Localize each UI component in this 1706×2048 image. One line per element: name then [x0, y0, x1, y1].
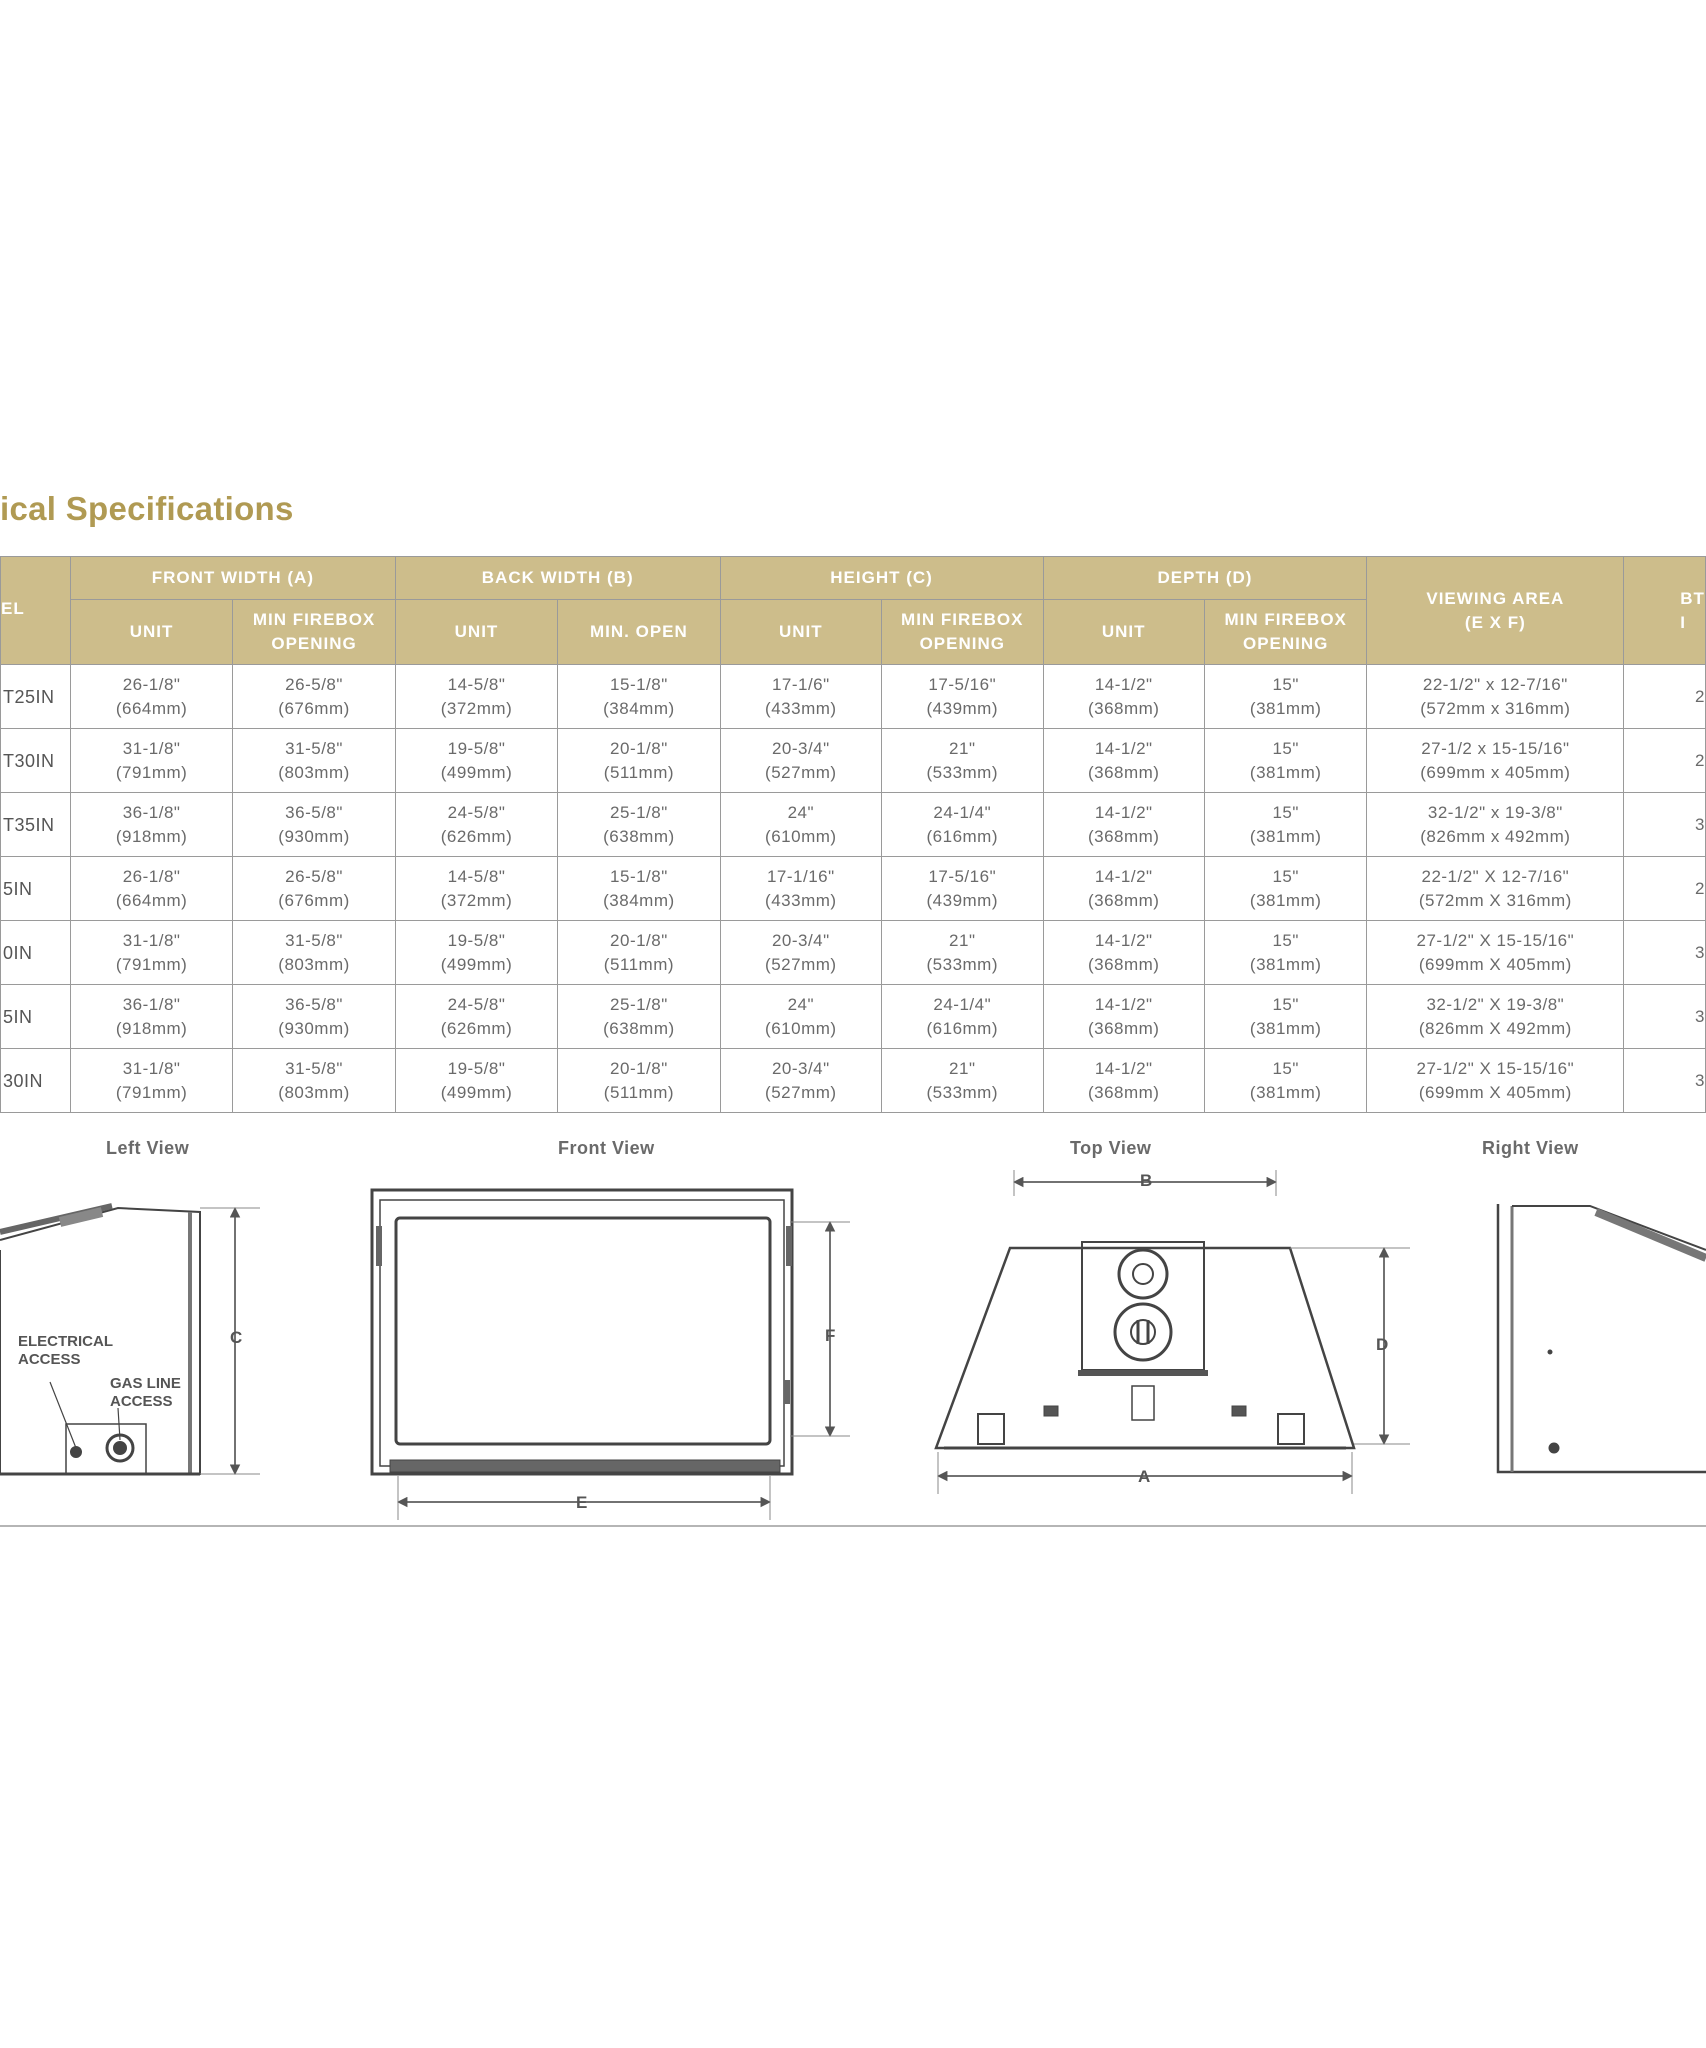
cell-fw-m: 31-5/8" (803mm) [233, 729, 396, 793]
cell-bw-u: 14-5/8" (372mm) [395, 857, 557, 921]
cell-d-u: 14-1/2" (368mm) [1043, 857, 1204, 921]
cell-h-u: 20-3/4" (527mm) [720, 729, 881, 793]
cell-fw-u: 31-1/8" (791mm) [70, 729, 232, 793]
group-viewing-area: VIEWING AREA (E X F) [1367, 557, 1624, 665]
dim-f-label: F [825, 1326, 836, 1345]
cell-h-u: 24" (610mm) [720, 985, 881, 1049]
cell-fw-m: 26-5/8" (676mm) [233, 665, 396, 729]
cell-h-m: 24-1/4" (616mm) [882, 985, 1044, 1049]
cell-cut: 2 [1624, 729, 1706, 793]
cell-bw-m: 15-1/8" (384mm) [558, 665, 720, 729]
cell-h-u: 17-1/16" (433mm) [720, 857, 881, 921]
cell-bw-u: 19-5/8" (499mm) [395, 729, 557, 793]
cell-d-u: 14-1/2" (368mm) [1043, 921, 1204, 985]
cell-va: 32-1/2" X 19-3/8" (826mm X 492mm) [1367, 985, 1624, 1049]
group-back-width: BACK WIDTH (B) [395, 557, 720, 600]
cell-fw-m: 36-5/8" (930mm) [233, 793, 396, 857]
cell-cut: 3 [1624, 921, 1706, 985]
cell-bw-m: 20-1/8" (511mm) [558, 921, 720, 985]
electrical-access-callout-2: ACCESS [18, 1351, 81, 1368]
cell-h-m: 24-1/4" (616mm) [882, 793, 1044, 857]
cell-d-m: 15" (381mm) [1204, 857, 1367, 921]
cell-d-m: 15" (381mm) [1204, 665, 1367, 729]
cell-h-u: 20-3/4" (527mm) [720, 921, 881, 985]
sub-unit: UNIT [720, 600, 881, 665]
cell-bw-u: 24-5/8" (626mm) [395, 793, 557, 857]
cell-fw-m: 31-5/8" (803mm) [233, 1049, 396, 1113]
front-view-label: Front View [558, 1138, 655, 1158]
col-model-header: EL [1, 557, 71, 665]
cell-va: 27-1/2" X 15-15/16" (699mm X 405mm) [1367, 921, 1624, 985]
cell-h-u: 24" (610mm) [720, 793, 881, 857]
cell-h-m: 17-5/16" (439mm) [882, 665, 1044, 729]
gas-line-access-callout: GAS LINE [110, 1375, 181, 1392]
cell-model: 0IN [1, 921, 71, 985]
cell-d-u: 14-1/2" (368mm) [1043, 729, 1204, 793]
cell-bw-m: 25-1/8" (638mm) [558, 985, 720, 1049]
right-view-drawing [1498, 1204, 1706, 1472]
cell-h-m: 21" (533mm) [882, 729, 1044, 793]
sub-unit: UNIT [1043, 600, 1204, 665]
cell-d-u: 14-1/2" (368mm) [1043, 665, 1204, 729]
cell-model: T35IN [1, 793, 71, 857]
cell-d-m: 15" (381mm) [1204, 729, 1367, 793]
cell-model: 30IN [1, 1049, 71, 1113]
sub-min-firebox: MIN FIREBOX OPENING [233, 600, 396, 665]
cell-bw-u: 24-5/8" (626mm) [395, 985, 557, 1049]
cell-cut: 2 [1624, 665, 1706, 729]
cell-model: 5IN [1, 857, 71, 921]
cell-model: T30IN [1, 729, 71, 793]
cell-va: 27-1/2" X 15-15/16" (699mm X 405mm) [1367, 1049, 1624, 1113]
cell-cut: 3 [1624, 793, 1706, 857]
cell-fw-u: 36-1/8" (918mm) [70, 793, 232, 857]
cell-d-m: 15" (381mm) [1204, 921, 1367, 985]
cell-va: 22-1/2" x 12-7/16" (572mm x 316mm) [1367, 665, 1624, 729]
cell-model: 5IN [1, 985, 71, 1049]
cell-h-m: 21" (533mm) [882, 921, 1044, 985]
page-title: ical Specifications [0, 490, 294, 527]
cell-fw-m: 31-5/8" (803mm) [233, 921, 396, 985]
group-depth: DEPTH (D) [1043, 557, 1367, 600]
cell-bw-u: 14-5/8" (372mm) [395, 665, 557, 729]
cell-va: 27-1/2 x 15-15/16" (699mm x 405mm) [1367, 729, 1624, 793]
front-view-drawing [372, 1190, 850, 1520]
cell-bw-u: 19-5/8" (499mm) [395, 921, 557, 985]
dim-e-label: E [576, 1493, 588, 1512]
electrical-access-callout: ELECTRICAL [18, 1333, 113, 1350]
cell-d-u: 14-1/2" (368mm) [1043, 985, 1204, 1049]
cell-cut: 3 [1624, 1049, 1706, 1113]
cell-d-u: 14-1/2" (368mm) [1043, 793, 1204, 857]
cell-h-m: 21" (533mm) [882, 1049, 1044, 1113]
gas-line-access-callout-2: ACCESS [110, 1393, 173, 1410]
cell-fw-m: 26-5/8" (676mm) [233, 857, 396, 921]
cell-h-m: 17-5/16" (439mm) [882, 857, 1044, 921]
sub-min-open: MIN. OPEN [558, 600, 720, 665]
sub-min-firebox: MIN FIREBOX OPENING [882, 600, 1044, 665]
sub-unit: UNIT [70, 600, 232, 665]
dim-d-label: D [1376, 1335, 1389, 1354]
cell-fw-u: 31-1/8" (791mm) [70, 921, 232, 985]
top-view-drawing [936, 1170, 1410, 1494]
cell-bw-u: 19-5/8" (499mm) [395, 1049, 557, 1113]
sub-min-firebox: MIN FIREBOX OPENING [1204, 600, 1367, 665]
cell-fw-u: 36-1/8" (918mm) [70, 985, 232, 1049]
sub-unit: UNIT [395, 600, 557, 665]
group-front-width: FRONT WIDTH (A) [70, 557, 395, 600]
left-view-label: Left View [106, 1138, 190, 1158]
cell-h-u: 20-3/4" (527mm) [720, 1049, 881, 1113]
dim-c-label: C [230, 1328, 243, 1347]
top-view-label: Top View [1070, 1138, 1152, 1158]
cell-bw-m: 20-1/8" (511mm) [558, 729, 720, 793]
cell-fw-u: 26-1/8" (664mm) [70, 857, 232, 921]
cell-model: T25IN [1, 665, 71, 729]
cell-fw-m: 36-5/8" (930mm) [233, 985, 396, 1049]
cell-va: 32-1/2" x 19-3/8" (826mm x 492mm) [1367, 793, 1624, 857]
cell-d-u: 14-1/2" (368mm) [1043, 1049, 1204, 1113]
cell-cut: 2 [1624, 857, 1706, 921]
dim-a-label: A [1138, 1467, 1151, 1486]
cell-d-m: 15" (381mm) [1204, 1049, 1367, 1113]
cell-fw-u: 26-1/8" (664mm) [70, 665, 232, 729]
cell-va: 22-1/2" X 12-7/16" (572mm X 316mm) [1367, 857, 1624, 921]
group-cut: BT I [1624, 557, 1706, 665]
cell-bw-m: 15-1/8" (384mm) [558, 857, 720, 921]
dim-b-label: B [1140, 1171, 1153, 1190]
cell-cut: 3 [1624, 985, 1706, 1049]
cell-bw-m: 20-1/8" (511mm) [558, 1049, 720, 1113]
cell-h-u: 17-1/6" (433mm) [720, 665, 881, 729]
cell-fw-u: 31-1/8" (791mm) [70, 1049, 232, 1113]
cell-d-m: 15" (381mm) [1204, 793, 1367, 857]
group-height: HEIGHT (C) [720, 557, 1043, 600]
cell-d-m: 15" (381mm) [1204, 985, 1367, 1049]
right-view-label: Right View [1482, 1138, 1579, 1158]
cell-bw-m: 25-1/8" (638mm) [558, 793, 720, 857]
